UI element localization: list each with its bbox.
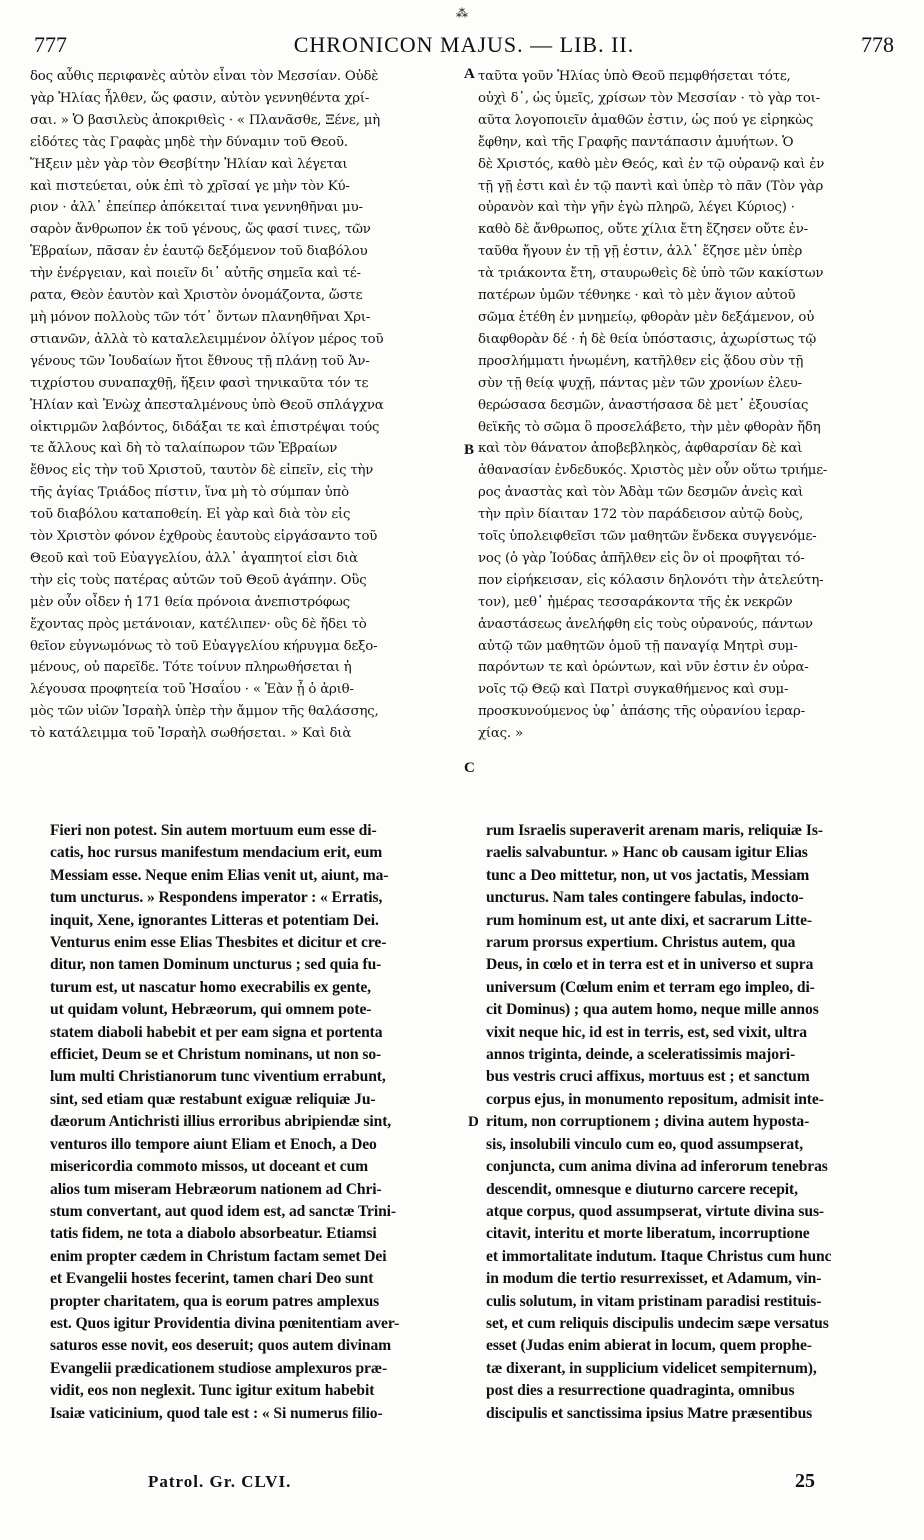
text-line: Messiam esse. Neque enim Elias venit ut, aiunt, ma- xyxy=(50,866,389,884)
text-line: ut quidam volunt, Hebræorum, qui omnem pote- xyxy=(50,1001,372,1019)
text-line: διαφθορὰν δέ · ἡ δὲ θεία ὑπόστασις, ἀχωρίστως τῷ xyxy=(478,331,816,347)
text-line: rum hominum est, ut ante dixi, et sacrarum Litte- xyxy=(486,911,812,929)
latin-column-left xyxy=(50,820,462,1425)
text-line: αῦτα λογοποιεῖν ἀμαθῶν ἐστιν, ὡς πού γε εἰρηκὼς xyxy=(478,112,814,128)
text-line: ταῦτα γοῦν Ἠλίας ὑπὸ Θεοῦ πεμφθήσεται τότε, xyxy=(478,69,791,84)
text-line: νοῖς τῷ Θεῷ καὶ Πατρὶ συγκαθήμενος καὶ συμ- xyxy=(478,682,789,698)
text-line: οὐρανὸν καὶ τὴν γῆν ἐγὼ πληρῶ, λέγει Κύριος) · xyxy=(478,200,795,216)
text-line: statem diaboli habebit et per eam signa et portenta xyxy=(50,1023,383,1041)
text-line: tunc a Deo mittetur, non, ut vos jactatis, Messiam xyxy=(486,866,810,884)
text-line: Venturus enim esse Elias Thesbites et dicitur et cre- xyxy=(50,934,387,952)
text-line: ἔθνος εἰς τὴν τοῦ Χριστοῦ, ταυτὸν δὲ εἰπεῖν, εἰς τὴν xyxy=(30,463,374,479)
top-ornament: ⁂ xyxy=(456,6,468,20)
text-line: μὲν οὖν οἶδεν ἡ 171 θεία πρόνοια ἀνεπιστρόφως xyxy=(30,594,350,610)
text-line: νος (ὁ γὰρ Ἰούδας ἀπῆλθεν εἰς ὃν οἱ προφῆται τό- xyxy=(478,550,805,566)
text-line: θεϊκῆς τὸ σῶμα ὃ προσελάβετο, τὴν μὲν φθορὰν ἤδη xyxy=(478,419,821,435)
text-line: χίας. » xyxy=(478,726,523,742)
footer-signature: Patrol. Gr. CLVI. xyxy=(148,1472,292,1491)
page-number-right: 778 xyxy=(861,32,894,57)
text-line: σαρὸν ἄνθρωπον ἐκ τοῦ γένους, ὥς φασί τινες, τῶν xyxy=(30,222,371,238)
text-line: vixit neque hic, id est in terris, est, sed vixit, ultra xyxy=(486,1023,807,1041)
text-line: sis, insolubili vinculo cum eo, quod assumpserat, xyxy=(486,1135,804,1153)
text-line: πον εἰρήκεισαν, εἰς κόλασιν δηλονότι τὴν ἀτελεύτη- xyxy=(478,572,824,588)
text-line: Ἠλίαν καὶ Ἐνὼχ ἀπεσταλμένους ὑπὸ Θεοῦ σπλάγχνα xyxy=(30,397,384,413)
text-line: citavit, interitu et morte liberatum, incorruptione xyxy=(486,1225,810,1243)
text-line: dæorum Antichristi illius erroribus abripiendæ sint, xyxy=(50,1113,392,1131)
text-line: οἰκτιρμῶν λαβόντος, διδάξαι τε καὶ ἐπιστρέψαι τούς xyxy=(30,419,380,435)
text-line: et Evangelii hostes fecerint, tamen chari Deo sunt xyxy=(50,1270,374,1288)
text-line: ritum, non corruptionem ; divina autem hyposta- xyxy=(486,1113,810,1131)
text-line: θερώσασα δεσμῶν, ἀναστήσασα δὲ μετ᾽ ἐξουσίας xyxy=(478,397,809,413)
greek-column-right xyxy=(478,66,898,745)
text-line: τὸ κατάλειμμα τοῦ Ἰσραὴλ σωθήσεται. » Καὶ διὰ xyxy=(30,726,352,742)
text-line: λέγουσα προφητεία τοῦ Ἡσαΐου · « Ἐὰν ᾖ ὁ ἀριθ- xyxy=(30,682,354,698)
text-line: τοῦ διαβόλου καταποθείη. Εἰ γὰρ καὶ διὰ τὸν εἰς xyxy=(30,507,351,523)
text-line: τὴν εἰς τοὺς πατέρας αὐτῶν τοῦ Θεοῦ ἀγάπην. Οὓς xyxy=(30,572,367,588)
text-line: post dies a resurrectione quadraginta, omnibus xyxy=(486,1382,795,1400)
text-line: tum uncturus. » Respondens imperator : « Erratis, xyxy=(50,889,383,907)
text-line: universum (Cœlum enim et terram ego impleo, di- xyxy=(486,978,815,996)
text-line: in modum die tertio resurrexisset, et Adamum, vin- xyxy=(486,1270,822,1288)
text-line: γένους τῶν Ἰουδαίων ἤτοι ἔθνους τῇ πλάνῃ τοῦ Ἀν- xyxy=(30,353,370,369)
text-line: inquit, Xene, ignorantes Litteras et potentiam Dei. xyxy=(50,911,379,929)
text-line: bus vestris cruci affixus, mortuus est ; et sanctum xyxy=(486,1068,810,1086)
text-line: atque corpus, quod assumpserat, virtute divina sus- xyxy=(486,1202,825,1220)
text-line: οὐχὶ δ᾽, ὡς ὑμεῖς, χρίσων τὸν Μεσσίαν · τὸ γὰρ τοι- xyxy=(478,90,820,106)
running-header xyxy=(30,30,898,62)
text-line: descendit, omnesque e diuturno carcere recepit, xyxy=(486,1180,798,1198)
text-line: Evangelii prædicationem studiose amplexuros præ- xyxy=(50,1359,388,1377)
margin-letter-a: A xyxy=(464,66,475,82)
text-line: annos triginta, deinde, a sceleratissimis majori- xyxy=(486,1046,796,1064)
text-line: καὶ πιστεύεται, οὐκ ἐπὶ τὸ χρῖσαί γε μὴν τὸν Κύ- xyxy=(30,178,350,194)
text-line: τιχρίστου συναπαχθῇ, ἥξειν φασὶ τηνικαῦτα τόν τε xyxy=(30,375,369,391)
text-line: set, et cum reliquis discipulis undecim sæpe versatus xyxy=(486,1314,829,1332)
text-line: προσλήμματι ἡνωμένη, κατῆλθεν εἰς ᾅδου σὺν τῇ xyxy=(478,353,804,369)
text-line: Isaiæ vaticinium, quod tale est : « Si numerus filio- xyxy=(50,1404,383,1422)
text-line: rarum prorsus expertium. Christus autem, qua xyxy=(486,934,796,952)
text-line: τοῖς ὑπολειφθεῖσι τῶν μαθητῶν ἕνδεκα συγγενόμε- xyxy=(478,529,817,545)
text-line: enim propter cædem in Christum factam semet Dei xyxy=(50,1247,387,1265)
text-line: et immortalitate indutum. Itaque Christus cum hunc xyxy=(486,1247,832,1265)
text-line: πατέρων ὑμῶν τέθνηκε · καὶ τὸ μὲν ἅγιον αὐτοῦ xyxy=(478,288,796,304)
text-line: raelis salvabuntur. » Hanc ob causam igitur Elias xyxy=(486,844,808,862)
text-line: uncturus. Nam tales contingere fabulas, indocto- xyxy=(486,889,804,907)
text-line: ριον · ἀλλ᾽ ἐπείπερ ἀπόκειταί τινα γεννηθῆναι μυ- xyxy=(30,200,363,216)
text-line: ταῦθα ἤγουν ἐν τῇ γῇ ἐστιν, ἀλλ᾽ ἔζησε μὲν ὑπὲρ xyxy=(478,244,803,260)
text-line: corpus ejus, in monumento repositum, admisit inte- xyxy=(486,1090,824,1108)
text-line: παρόντων τε καὶ ὁρώντων, καὶ νῦν ἐστιν ἐν οὐρα- xyxy=(478,660,809,676)
text-line: ἀναστάσεως ἀνελήφθη εἰς τοὺς οὐρανούς, πάντων xyxy=(478,616,813,632)
text-line: tæ dixerant, in supplicium videlicet sempiternum), xyxy=(486,1359,817,1377)
text-line: δος αὖθις περιφανὲς αὐτὸν εἶναι τὸν Μεσσίαν. Οὐδὲ xyxy=(30,69,379,84)
text-line: τὴν πρὶν δίαιταν 172 τὸν παράδεισον αὐτῷ δοὺς, xyxy=(478,507,804,523)
text-line: εἰδότες τὰς Γραφὰς μηδὲ τὴν δύναμιν τοῦ Θεοῦ. xyxy=(30,134,348,150)
margin-letter-d: D xyxy=(468,1114,479,1130)
text-line: θεῖον εὐγνωμόνως τὸ τοῦ Εὐαγγελίου κήρυγμα δεξο- xyxy=(30,638,378,654)
greek-column-left xyxy=(30,66,462,745)
text-line: ἀθανασίαν ἐνδεδυκός. Χριστὸς μὲν οὖν οὕτω τριήμε- xyxy=(478,463,828,479)
text-line: μὴ μόνον πολλοὺς τῶν τότ᾽ ὄντων πλανηθῆναι Χρι- xyxy=(30,309,371,325)
text-line: σῶμα ἐτέθη ἐν μνημείῳ, φθορὰν μὲν δεξάμενον, οὐ xyxy=(478,309,815,325)
text-line: σὺν τῇ θείᾳ ψυχῇ, πάντας μὲν τῶν χρονίων ἐλευ- xyxy=(478,375,802,391)
text-line: τὰ τριάκοντα ἔτη, σταυρωθεὶς δὲ ὑπὸ τῶν κακίστων xyxy=(478,266,824,282)
text-line: saturos esse novit, eos deseruit; quos autem divinam xyxy=(50,1337,392,1355)
text-line: αὐτῷ τῶν μαθητῶν ὁμοῦ τῇ παναγίᾳ Μητρὶ συμ- xyxy=(478,638,798,654)
text-line: Θεοῦ καὶ τοῦ Εὐαγγελίου, ἀλλ᾽ ἀγαπητοί εἰσι διὰ xyxy=(30,550,358,566)
text-line: est. Quos igitur Providentia divina pœnitentiam aver- xyxy=(50,1314,400,1332)
text-line: alios tum miseram Hebræorum nationem ad Chri- xyxy=(50,1180,382,1198)
text-line: culis solutum, in vitam pristinam paradisi restituis- xyxy=(486,1292,822,1310)
text-line: σαι. » Ὁ βασιλεὺς ἀποκριθεὶς · « Πλανᾶσθε, Ξένε, μὴ xyxy=(30,112,380,128)
text-line: esset (Judas enim abierat in locum, quem prophe- xyxy=(486,1337,812,1355)
text-line: venturos illo tempore aiunt Eliam et Enoch, a Deo xyxy=(50,1135,377,1153)
text-line: efficiet, Deum se et Christum nominans, ut non so- xyxy=(50,1046,382,1064)
text-line: μὸς τῶν υἱῶν Ἰσραὴλ ὑπὲρ τὴν ἄμμον τῆς θαλάσσης, xyxy=(30,704,379,720)
text-line: γὰρ Ἠλίας ἦλθεν, ὥς φασιν, αὐτὸν γεννηθέντα χρί- xyxy=(30,90,370,106)
text-line: stum convertant, aut quod idem est, ad sanctæ Trini- xyxy=(50,1202,396,1220)
text-line: catis, hoc rursus manifestum mendacium erit, eum xyxy=(50,844,383,862)
running-title: CHRONICON MAJUS. — LIB. II. xyxy=(293,32,635,57)
text-line: τὸν Χριστὸν φόνον ἐχθροὺς ἑαυτοὺς εἰργάσαντο τοῦ xyxy=(30,529,378,545)
margin-letter-c: C xyxy=(464,760,475,776)
text-line: ρος ἀναστὰς καὶ τὸν Ἀδὰμ τῶν δεσμῶν ἀνεὶς καὶ xyxy=(478,485,804,501)
text-line: δὲ Χριστός, καθὸ μὲν Θεός, καὶ ἐν τῷ οὐρανῷ καὶ ἐν xyxy=(478,156,825,172)
text-line: τῇ γῇ ἐστι καὶ ἐν τῷ παντὶ καὶ ὑπὲρ τὸ πᾶν (Τὸν γὰρ xyxy=(478,178,824,194)
text-line: Ἑβραίων, πᾶσαν ἐν ἑαυτῷ δεξόμενον τοῦ διαβόλου xyxy=(30,244,368,260)
text-line: ρατα, Θεὸν ἑαυτὸν καὶ Χριστὸν ὀνομάζοντα, ὥστε xyxy=(30,288,363,304)
text-line: lum multi Christianorum tunc viventium errabunt, xyxy=(50,1068,386,1086)
text-line: cit Dominus) ; qua autem homo, neque mille annos xyxy=(486,1001,819,1019)
text-line: Ἥξειν μὲν γὰρ τὸν Θεσβίτην Ἠλίαν καὶ λέγεται xyxy=(30,156,348,172)
text-line: propter charitatem, qua is eorum patres amplexus xyxy=(50,1292,380,1310)
text-line: ἔχοντας πρὸς μετάνοιαν, κατέλιπεν· οὓς δὲ ἤδει τὸ xyxy=(30,616,367,632)
margin-letter-b: B xyxy=(464,442,475,458)
text-line: Deus, in cœlo et in terra est et in universo et supra xyxy=(486,956,814,974)
text-line: τον), μεθ᾽ ἡμέρας τεσσαράκοντα τῆς ἐκ νεκρῶν xyxy=(478,594,793,610)
text-line: καθὸ δὲ ἄνθρωπος, οὔτε χίλια ἔτη ἔζησεν οὔτε ἐν- xyxy=(478,222,808,238)
text-line: turum est, ut nascatur homo execrabilis ex gente, xyxy=(50,978,371,996)
text-line: καὶ τὸν θάνατον ἀποβεβληκὸς, ἀφθαρσίαν δὲ καὶ xyxy=(478,441,803,457)
text-line: misericordia commoto missos, ut doceant et cum xyxy=(50,1158,369,1176)
text-line: conjuncta, cum anima divina ad inferorum tenebras xyxy=(486,1158,828,1176)
text-line: Fieri non potest. Sin autem mortuum eum esse di- xyxy=(50,822,377,839)
latin-column-right xyxy=(486,820,898,1425)
text-line: τὴν ἐνέργειαν, καὶ ποιεῖν δι᾽ αὐτῆς σημεῖα καὶ τέ- xyxy=(30,266,361,282)
text-line: στιανῶν, ἀλλὰ τὸ καταλελειμμένον ὀλίγον μέρος τοῦ xyxy=(30,331,384,347)
text-line: μένους, οὐ παρεῖδε. Τότε τοίνυν πληρωθήσεται ἡ xyxy=(30,660,352,676)
text-line: ditur, non tamen Dominum uncturus ; sed quia fu- xyxy=(50,956,382,974)
text-line: tatis fidem, ne tota a diabolo absorbeatur. Etiamsi xyxy=(50,1225,377,1243)
text-line: τῆς ἁγίας Τριάδος πίστιν, ἵνα μὴ τὸ σύμπαν ὑπὸ xyxy=(30,485,349,501)
text-line: discipulis et sanctissima ipsius Matre præsentibus xyxy=(486,1404,813,1422)
text-line: ἔφθην, καὶ τῆς Γραφῆς παντάπασιν ἀμυήτων. Ὁ xyxy=(478,134,794,150)
footer-signature-number: 25 xyxy=(795,1470,815,1492)
text-line: rum Israelis superaverit arenam maris, reliquiæ Is- xyxy=(486,822,823,839)
text-line: προσκυνούμενος ὑφ᾽ ἁπάσης τῆς οὐρανίου ἱεραρ- xyxy=(478,704,805,720)
text-line: vidit, eos non neglexit. Tunc igitur exitum habebit xyxy=(50,1382,375,1400)
page-number-left: 777 xyxy=(34,32,67,57)
text-line: τε ἄλλους καὶ δὴ τὸ ταλαίπωρον τῶν Ἑβραίων xyxy=(30,441,338,457)
text-line: sint, sed etiam quæ restabunt exiguæ reliquiæ Ju- xyxy=(50,1090,376,1108)
